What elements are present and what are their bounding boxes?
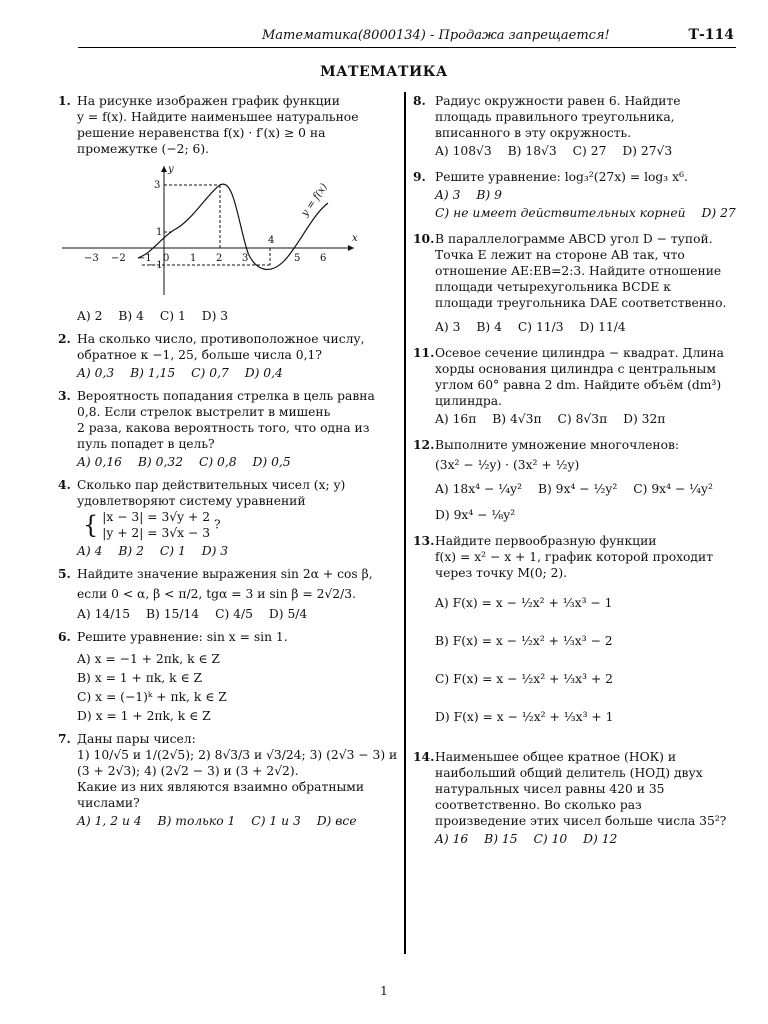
task-text: y = f(x). Найдите наименьшее натуральное bbox=[77, 110, 359, 124]
task-text: пуль попадет в цель? bbox=[77, 437, 215, 451]
task-3 bbox=[58, 388, 396, 470]
task-text: 1) 10/√5 и 1/(2√5); 2) 8√3/3 и √3/24; 3) (2√3 − 3) и bbox=[77, 748, 398, 762]
task-text: цилиндра. bbox=[435, 394, 502, 408]
task-text: Даны пары чисел: bbox=[77, 732, 196, 746]
answer-options bbox=[435, 205, 736, 221]
answer-options bbox=[435, 507, 733, 523]
x-tick: 1 bbox=[190, 253, 197, 264]
header-rule bbox=[78, 47, 736, 48]
task-number: 10. bbox=[413, 231, 435, 246]
answer-option[interactable]: A) x = −1 + 2πk, k ∈ Z bbox=[77, 652, 220, 666]
answer-option[interactable]: B) 4√3π bbox=[492, 412, 542, 426]
answer-option[interactable]: C) 11/3 bbox=[517, 320, 564, 334]
answer-option[interactable]: C) 1 и 3 bbox=[251, 814, 301, 828]
answer-option[interactable]: B) 1,15 bbox=[130, 366, 176, 380]
answer-options bbox=[435, 187, 733, 203]
answer-option[interactable]: B) только 1 bbox=[157, 814, 236, 828]
y-tick: 1 bbox=[156, 227, 163, 238]
task-text: На сколько число, противоположное числу, bbox=[77, 332, 365, 346]
task-text: площадь правильного треугольника, bbox=[435, 110, 675, 124]
task-text: через точку M(0; 2). bbox=[435, 566, 568, 580]
task-number: 14. bbox=[413, 749, 435, 764]
task-text: соответственно. Во сколько раз bbox=[435, 798, 642, 812]
task-12 bbox=[413, 437, 733, 523]
task-text: (3 + 2√3); 4) (2√2 − 3) и (3 + 2√2). bbox=[77, 764, 299, 778]
answer-option[interactable]: C) 1 bbox=[159, 544, 186, 558]
task-text: натуральных чисел равны 420 и 35 bbox=[435, 782, 665, 796]
answer-option[interactable]: A) 18x⁴ − ¼y² bbox=[435, 482, 523, 496]
answer-option[interactable]: B) 18√3 bbox=[507, 144, 557, 158]
left-column bbox=[58, 93, 396, 836]
task-condition: если 0 < α, β < π/2, tgα = 3 и sin β = 2√2/3. bbox=[77, 587, 356, 601]
task-text: В параллелограмме ABCD угол D − тупой. bbox=[435, 232, 713, 246]
answer-option[interactable]: A) 4 bbox=[77, 544, 103, 558]
task-text: Осевое сечение цилиндра − квадрат. Длина bbox=[435, 346, 724, 360]
task-text: вписанного в эту окружность. bbox=[435, 126, 632, 140]
answer-option[interactable]: D) 32π bbox=[623, 412, 666, 426]
answer-option[interactable]: A) 0,16 bbox=[77, 455, 122, 469]
answer-option[interactable]: B) 15 bbox=[484, 832, 518, 846]
answer-options bbox=[77, 813, 396, 829]
task-text: Точка E лежит на стороне AB так, что bbox=[435, 248, 685, 262]
task-text: Сколько пар действительных чисел (x; y) bbox=[77, 478, 346, 492]
system-equation: |y + 2| = 3√x − 3 bbox=[102, 526, 211, 540]
x-tick: 5 bbox=[294, 253, 301, 264]
task-6 bbox=[58, 629, 396, 724]
answer-options bbox=[77, 365, 396, 381]
answer-option[interactable]: C) 10 bbox=[533, 832, 568, 846]
answer-option[interactable]: B) x = 1 + πk, k ∈ Z bbox=[77, 671, 203, 685]
answer-options bbox=[435, 481, 733, 497]
task-text: Вероятность попадания стрелка в цель равна bbox=[77, 389, 375, 403]
task-text: промежутке (−2; 6). bbox=[77, 142, 210, 156]
answer-option[interactable]: D) 9x⁴ − ⅛y² bbox=[435, 508, 516, 522]
task-text: хорды основания цилиндра с центральным bbox=[435, 362, 716, 376]
task-number: 3. bbox=[58, 388, 71, 403]
page-number: 1 bbox=[380, 984, 388, 998]
answer-options bbox=[58, 308, 396, 324]
task-number: 4. bbox=[58, 477, 71, 492]
task-text: обратное к −1, 25, больше числа 0,1? bbox=[77, 348, 322, 362]
answer-option[interactable]: A) 14/15 bbox=[77, 607, 131, 621]
column-divider bbox=[404, 92, 406, 954]
task-text: Решите уравнение: sin x = sin 1. bbox=[77, 630, 288, 644]
answer-option[interactable]: A) 2 bbox=[77, 309, 103, 323]
x-axis-label: x bbox=[352, 233, 358, 244]
task-number: 12. bbox=[413, 437, 435, 452]
answer-option[interactable]: B) F(x) = x − ½x² + ⅓x³ − 2 bbox=[435, 634, 613, 648]
answer-option[interactable]: D) x = 1 + 2πk, k ∈ Z bbox=[77, 709, 211, 723]
task-text: отношение AE:EB=2:3. Найдите отношение bbox=[435, 264, 722, 278]
answer-option[interactable]: A) 0,3 bbox=[77, 366, 115, 380]
task-14 bbox=[413, 749, 733, 847]
answer-option[interactable]: B) 9x⁴ − ½y² bbox=[537, 482, 618, 496]
task-11 bbox=[413, 345, 733, 427]
task-1 bbox=[58, 93, 396, 324]
answer-option[interactable]: D) 0,4 bbox=[244, 366, 283, 380]
x-tick: −3 bbox=[84, 253, 99, 264]
task-text: f(x) = x² − x + 1, график которой проходит bbox=[435, 550, 714, 564]
answer-option[interactable]: D) все bbox=[316, 814, 357, 828]
x-tick: 6 bbox=[320, 253, 327, 264]
task-2 bbox=[58, 331, 396, 381]
answer-option[interactable]: D) F(x) = x − ½x² + ⅓x³ + 1 bbox=[435, 710, 614, 724]
answer-options bbox=[77, 651, 396, 724]
answer-option[interactable]: D) 3 bbox=[201, 544, 229, 558]
y-tick: −1 bbox=[148, 260, 163, 271]
answer-option[interactable]: D) 0,5 bbox=[252, 455, 291, 469]
task-text: наибольший общий делитель (НОД) двух bbox=[435, 766, 703, 780]
task-text: На рисунке изображен график функции bbox=[77, 94, 340, 108]
answer-option[interactable]: C) x = (−1)ᵏ + πk, k ∈ Z bbox=[77, 690, 227, 704]
system-equation: |x − 3| = 3√y + 2 bbox=[102, 510, 211, 524]
answer-option[interactable]: D) 27√3 bbox=[622, 144, 673, 158]
answer-option[interactable]: C) 9x⁴ − ¼y² bbox=[633, 482, 713, 496]
answer-option[interactable]: B) 4 bbox=[118, 309, 144, 323]
answer-options bbox=[435, 319, 733, 335]
task-7 bbox=[58, 731, 396, 829]
answer-option[interactable]: B) 2 bbox=[118, 544, 144, 558]
answer-option[interactable]: C) F(x) = x − ½x² + ⅓x³ + 2 bbox=[435, 672, 613, 686]
task-number: 1. bbox=[58, 93, 71, 108]
answer-options bbox=[435, 143, 733, 159]
answer-option[interactable]: D) 27 bbox=[701, 206, 736, 220]
page-header bbox=[0, 26, 768, 48]
curve-label: y = f(x) bbox=[299, 181, 330, 219]
answer-options bbox=[435, 595, 733, 739]
answer-option[interactable]: D) 12 bbox=[583, 832, 618, 846]
task-text: решение неравенства f(x) · f′(x) ≥ 0 на bbox=[77, 126, 326, 140]
task-number: 7. bbox=[58, 731, 71, 746]
x-tick: −2 bbox=[111, 253, 126, 264]
answer-options bbox=[435, 411, 733, 427]
answer-option[interactable]: C) 1 bbox=[159, 309, 186, 323]
task-number: 8. bbox=[413, 93, 426, 108]
x-tick: 0 bbox=[163, 253, 170, 264]
answer-option[interactable]: B) 9 bbox=[476, 188, 502, 202]
task-text: Какие из них являются взаимно обратными bbox=[77, 780, 365, 794]
answer-option[interactable]: A) 16 bbox=[435, 832, 469, 846]
question-mark: ? bbox=[213, 517, 221, 532]
task-text: Решите уравнение: log₃²(27x) = log₃ x⁶. bbox=[435, 170, 688, 184]
answer-option[interactable]: A) 3 bbox=[435, 320, 461, 334]
x-tick: 2 bbox=[216, 253, 223, 264]
task-number: 11. bbox=[413, 345, 435, 360]
task-number: 6. bbox=[58, 629, 71, 644]
answer-option[interactable]: D) 5/4 bbox=[268, 607, 308, 621]
x-tick: 3 bbox=[242, 253, 249, 264]
task-text: Наименьшее общее кратное (НОК) и bbox=[435, 750, 677, 764]
answer-option[interactable]: B) 4 bbox=[476, 320, 502, 334]
task-number: 13. bbox=[413, 533, 435, 548]
task-text: площади четырехугольника BCDE к bbox=[435, 280, 671, 294]
answer-option[interactable]: B) 0,32 bbox=[137, 455, 184, 469]
answer-option[interactable]: C) 27 bbox=[572, 144, 607, 158]
answer-options bbox=[77, 606, 396, 622]
task-text: произведение этих чисел больше числа 35²? bbox=[435, 814, 727, 828]
answer-option[interactable]: D) 3 bbox=[201, 309, 229, 323]
right-column bbox=[413, 93, 736, 854]
header-title: Математика(8000134) - Продажа запрещается! bbox=[262, 28, 610, 43]
task-text: удовлетворяют систему уравнений bbox=[77, 494, 306, 508]
answer-option[interactable]: C) 0,8 bbox=[198, 455, 237, 469]
answer-option[interactable]: B) 15/14 bbox=[145, 607, 200, 621]
task-text: углом 60° равна 2 dm. Найдите объём (dm³) bbox=[435, 378, 722, 392]
task-text: площади треугольника DAE соответственно. bbox=[435, 296, 727, 310]
x-tick: −1 bbox=[137, 253, 152, 264]
answer-option[interactable]: D) 11/4 bbox=[579, 320, 626, 334]
task-8 bbox=[413, 93, 733, 159]
y-tick: 3 bbox=[154, 180, 161, 191]
answer-option[interactable]: A) 3 bbox=[435, 188, 461, 202]
task-10 bbox=[413, 231, 733, 335]
answer-options bbox=[77, 543, 396, 559]
y-axis-label: y bbox=[168, 164, 174, 175]
answer-option[interactable]: C) 8√3π bbox=[557, 412, 608, 426]
answer-option[interactable]: A) 108√3 bbox=[435, 144, 492, 158]
answer-option[interactable]: C) 0,7 bbox=[191, 366, 229, 380]
task-number: 2. bbox=[58, 331, 71, 346]
task-number: 9. bbox=[413, 169, 426, 184]
task-text: Выполните умножение многочленов: bbox=[435, 438, 680, 452]
answer-option[interactable]: A) 1, 2 и 4 bbox=[77, 814, 142, 828]
task-5 bbox=[58, 566, 396, 622]
header-code: Т-114 bbox=[688, 27, 734, 43]
task-13 bbox=[413, 533, 733, 739]
task-text: Найдите значение выражения sin 2α + cos β, bbox=[77, 567, 373, 581]
task-text: 2 раза, какова вероятность того, что одна из bbox=[77, 421, 370, 435]
task-number: 5. bbox=[58, 566, 71, 581]
task-text: 0,8. Если стрелок выстрелит в мишень bbox=[77, 405, 331, 419]
page-title: МАТЕМАТИКА bbox=[320, 64, 448, 80]
answer-option[interactable]: C) 4/5 bbox=[215, 607, 253, 621]
answer-option[interactable]: A) F(x) = x − ½x² + ⅓x³ − 1 bbox=[435, 596, 613, 610]
task-9 bbox=[413, 169, 736, 221]
task-expression: (3x² − ½y) · (3x² + ½y) bbox=[435, 458, 580, 472]
answer-option[interactable]: C) не имеет действительных корней bbox=[435, 206, 686, 220]
answer-options bbox=[77, 454, 396, 470]
task-text: числами? bbox=[77, 796, 140, 810]
task-text: Радиус окружности равен 6. Найдите bbox=[435, 94, 681, 108]
function-graph bbox=[62, 163, 362, 298]
task-text: Найдите первообразную функции bbox=[435, 534, 657, 548]
answer-options bbox=[435, 831, 733, 847]
answer-option[interactable]: A) 16π bbox=[435, 412, 477, 426]
x-tick: 4 bbox=[268, 235, 275, 246]
task-4: 4. Сколько пар действительных чисел (x; y) удовлетворяют систему уравнений { |x − 3| = 3√y + 2 |y + 2| = 3√x − 3 ? A) 4 B) 2 C) 1 D) 3 bbox=[58, 477, 396, 559]
